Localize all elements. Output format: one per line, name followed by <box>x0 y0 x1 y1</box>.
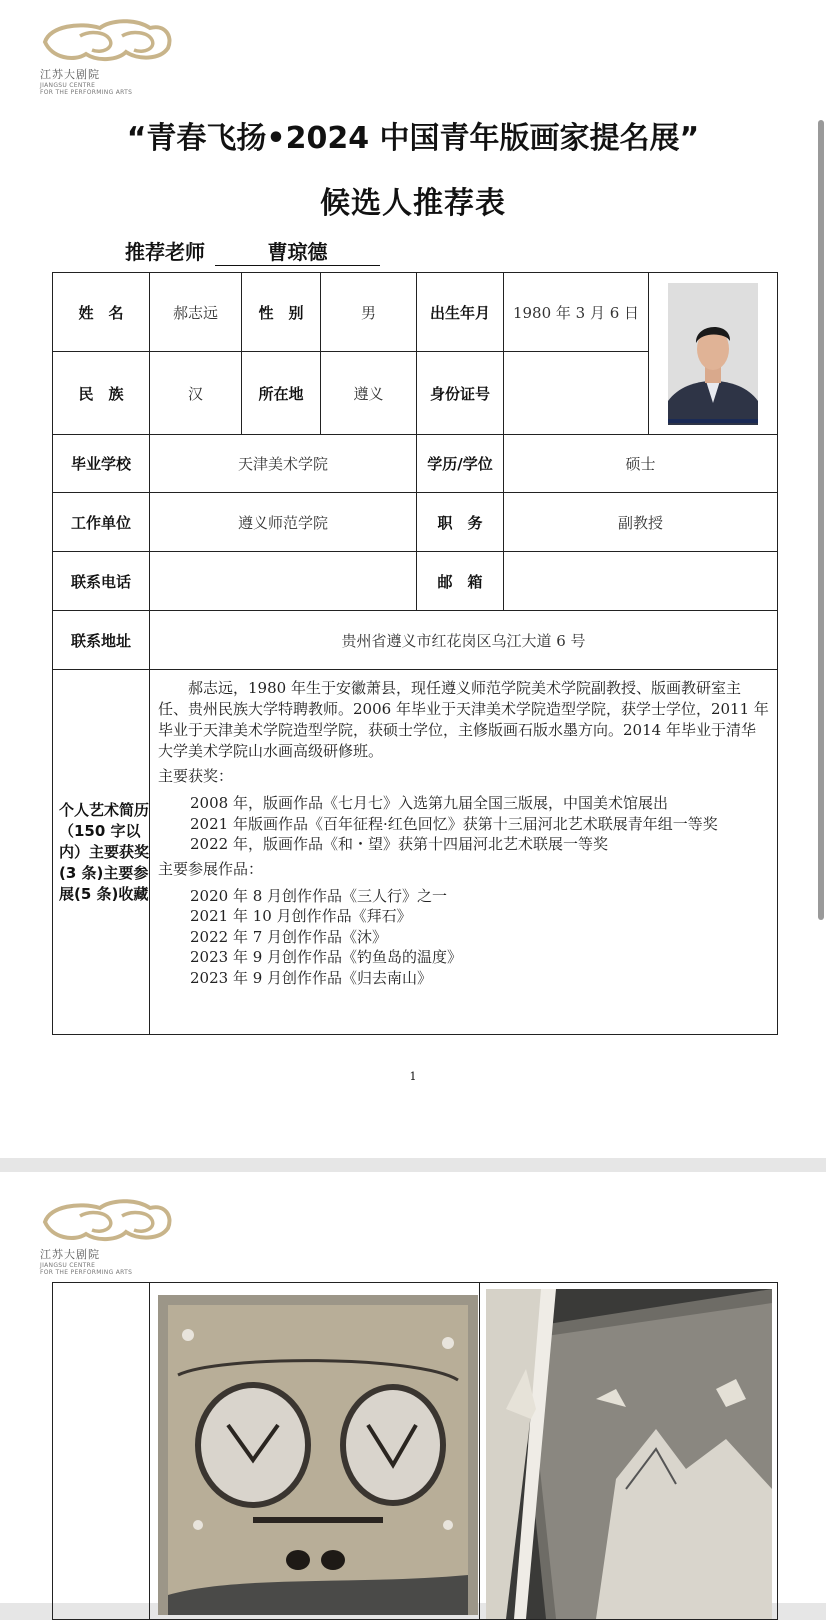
page-subtitle: 候选人推荐表 <box>320 186 506 221</box>
id-value <box>504 352 649 435</box>
name-label: 姓 名 <box>53 273 150 352</box>
position-label: 职 务 <box>417 493 504 552</box>
candidate-form-table <box>52 272 778 1035</box>
candidate-photo <box>668 283 758 425</box>
phone-label: 联系电话 <box>53 552 150 611</box>
gender-value: 男 <box>321 273 417 352</box>
degree-label: 学历/学位 <box>417 435 504 493</box>
exhibition-item: 2021 年 10 月创作作品《拜石》 <box>190 907 412 925</box>
exhibitions-heading: 主要参展作品： <box>158 859 264 878</box>
exhibition-item: 2022 年 7 月创作作品《沐》 <box>190 927 388 946</box>
birth-label: 出生年月 <box>417 273 504 352</box>
work-value: 遵义师范学院 <box>150 493 417 552</box>
exhibition-item: 2023 年 9 月创作作品《归去南山》 <box>190 968 433 987</box>
birth-value: 1980 年 3 月 6 日 <box>504 273 649 352</box>
artwork-label-cell <box>53 1283 150 1620</box>
gender-label: 性 别 <box>242 273 321 352</box>
email-label: 邮 箱 <box>417 552 504 611</box>
artwork-print-2 <box>486 1289 772 1619</box>
ethnic-label: 民 族 <box>53 352 150 435</box>
page-title: “青春飞扬•2024 中国青年版画家提名展” <box>126 121 700 156</box>
address-label: 联系地址 <box>53 611 150 670</box>
logo-name-cn: 江苏大剧院 <box>40 68 100 81</box>
phone-value <box>150 552 417 611</box>
logo-name-cn: 江苏大剧院 <box>40 1248 100 1261</box>
logo-name-en-2: FOR THE PERFORMING ARTS <box>40 89 133 96</box>
artwork-cell-1 <box>150 1283 480 1620</box>
address-value: 贵州省遵义市红花岗区乌江大道 6 号 <box>150 611 778 670</box>
position-value: 副教授 <box>504 493 778 552</box>
award-item: 2008 年，版画作品《七月七》入选第九届全国三版展，中国美术馆展出 <box>190 794 668 812</box>
logo-name-en-1: JIANGSU CENTRE <box>40 1262 96 1269</box>
scrollbar[interactable] <box>818 120 824 920</box>
name-value: 郝志远 <box>150 273 242 352</box>
recommender-line <box>125 236 380 266</box>
work-label: 工作单位 <box>53 493 150 552</box>
bio-label: 个人艺术简历（150 字以内）主要获奖(3 条)主要参展(5 条)收藏 <box>53 670 150 1035</box>
degree-value: 硕士 <box>504 435 778 493</box>
school-label: 毕业学校 <box>53 435 150 493</box>
artwork-print-1 <box>158 1295 478 1615</box>
ethnic-value: 汉 <box>150 352 242 435</box>
jiangsu-centre-logo <box>40 14 190 96</box>
bio-cell <box>150 670 778 1035</box>
exhibition-item: 2020 年 8 月创作作品《三人行》之一 <box>190 886 448 905</box>
location-value: 遵义 <box>321 352 417 435</box>
award-item: 2021 年版画作品《百年征程·红色回忆》获第十三届河北艺术联展青年组一等奖 <box>190 814 718 833</box>
school-value: 天津美术学院 <box>150 435 417 493</box>
exhibition-item: 2023 年 9 月创作作品《钓鱼岛的温度》 <box>190 948 463 966</box>
award-item: 2022 年，版画作品《和・望》获第十四届河北艺术联展一等奖 <box>190 835 608 853</box>
artwork-cell-2 <box>480 1283 778 1620</box>
jiangsu-centre-logo <box>40 1194 190 1276</box>
photo-cell <box>649 273 778 435</box>
id-label: 身份证号 <box>417 352 504 435</box>
recommender-label: 推荐老师 <box>125 240 205 264</box>
awards-heading: 主要获奖： <box>158 767 234 785</box>
logo-name-en-1: JIANGSU CENTRE <box>40 82 96 89</box>
recommender-name: 曹琼德 <box>215 236 380 266</box>
logo-name-en-2: FOR THE PERFORMING ARTS <box>40 1269 133 1276</box>
email-value <box>504 552 778 611</box>
page-number: 1 <box>409 1070 417 1083</box>
bio-text: 郝志远，1980 年生于安徽萧县，现任遵义师范学院美术学院副教授、版画教研室主任、贵州民族大学特聘教师。2006 年毕业于天津美术学院造型学院，获学士学位，2011 年毕业于天津美术学院造型学院，获硕士学位，主修版画石版水墨方向。2014 年毕业于清华大学美术学院山水画高级研修班。 <box>158 679 769 760</box>
location-label: 所在地 <box>242 352 321 435</box>
artwork-table <box>52 1282 778 1620</box>
